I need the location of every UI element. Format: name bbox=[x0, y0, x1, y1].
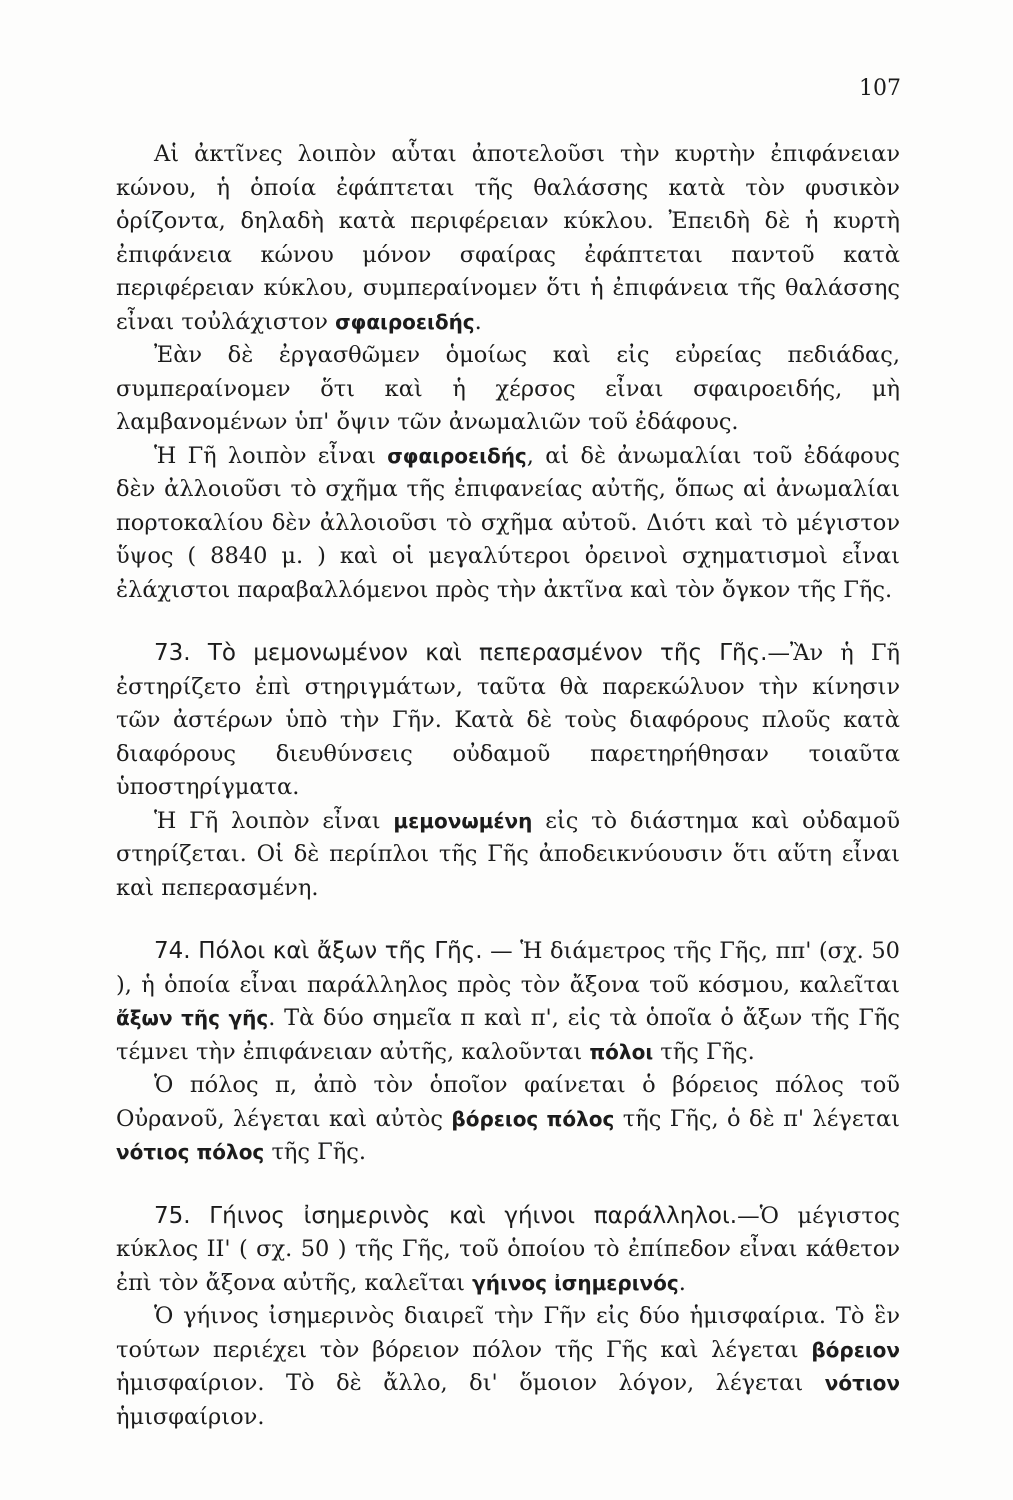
text-span: ἡμισφαίριον. bbox=[116, 1403, 265, 1430]
paragraph-north-south-poles bbox=[116, 1069, 900, 1170]
term-poles: πόλοι bbox=[589, 1039, 654, 1064]
text-span: Ἐὰν δὲ ἐργασθῶμεν ὁμοίως καὶ εἰς εὐρείας πεδιάδας, συμπεραίνομεν ὅτι καὶ ἡ χέρσος εἶναι σφαιροειδής, μὴ λαμβανομένων ὑπ' ὄψιν τῶν ἀνωμαλιῶν τοῦ ἐδάφους. bbox=[116, 342, 900, 435]
page-number: 107 bbox=[859, 76, 901, 101]
text-span: τῆς Γῆς. bbox=[653, 1038, 755, 1065]
text-span: —Ὁ μέγιστος κύκλος ΙΙ' ( σχ. 50 ) τῆς Γῆς, τοῦ ὁποίου τὸ ἐπίπεδον εἶναι κάθετον ἐπὶ τὸν ἄξονα αὐτῆς, καλεῖται bbox=[116, 1202, 900, 1296]
term-north-pole: βόρειος πόλος bbox=[451, 1106, 615, 1131]
text-span: — Ἡ διάμετρος τῆς Γῆς, ππ' (σχ. 50 ), ἡ ὁποία εἶναι παράλληλος πρὸς τὸν ἄξονα τοῦ κόσμου, καλεῖται bbox=[116, 938, 900, 998]
section-74 bbox=[116, 935, 900, 1069]
section-heading: 74. Πόλοι καὶ ἄξων τῆς Γῆς. bbox=[154, 938, 483, 964]
section-75 bbox=[116, 1200, 900, 1301]
text-span: ἡμισφαίριον. Τὸ δὲ ἄλλο, δι' ὅμοιον λόγον, λέγεται bbox=[116, 1370, 825, 1396]
text-span: . bbox=[474, 308, 482, 335]
text-span: τῆς Γῆς. bbox=[264, 1139, 366, 1165]
term-spheroidal: σφαιροειδής bbox=[387, 443, 527, 468]
paragraph-hemispheres bbox=[116, 1300, 900, 1434]
text-span: , αἱ δὲ ἀνωμαλίαι τοῦ ἐδάφους δὲν ἀλλοιοῦσι τὸ σχῆμα τῆς ἐπιφανείας αὐτῆς, ὅπως αἱ ἀνωμαλίαι πορτοκαλίου δὲν ἀλλοιοῦσι τὸ σχῆμα αὐτοῦ. Διότι καὶ τὸ μέγιστον ὕψος ( 8840 μ. ) καὶ οἱ μεγαλύτεροι ὀρεινοὶ σχηματισμοὶ εἶναι ἐλάχιστοι παραβαλλόμενοι πρὸς τὴν ἀκτῖνα καὶ τὸν ὄγκον τῆς Γῆς. bbox=[116, 442, 901, 603]
text-span: Ἡ Γῆ λοιπὸν εἶναι bbox=[154, 807, 394, 834]
term-south-pole: νότιος πόλος bbox=[116, 1140, 265, 1164]
section-heading: 73. Τὸ μεμονωμένον καὶ πεπερασμένον τῆς Γῆς. bbox=[154, 640, 768, 666]
body-text bbox=[116, 138, 900, 1434]
term-northern: βόρειον bbox=[811, 1337, 900, 1362]
term-earth-axis: ἄξων τῆς γῆς bbox=[116, 1006, 269, 1030]
paragraph-earth-spheroidal bbox=[116, 440, 900, 608]
text-span: Ὁ πόλος π, ἀπὸ τὸν ὁποῖον φαίνεται ὁ βόρειος πόλος τοῦ Οὐρανοῦ, λέγεται καὶ αὐτὸς bbox=[116, 1072, 900, 1132]
paragraph-plains bbox=[116, 339, 900, 440]
term-equator: γήινος ἰσημερινός bbox=[472, 1270, 679, 1295]
text-span: Ὁ γήινος ἰσημερινὸς διαιρεῖ τὴν Γῆν εἰς δύο ἡμισφαίρια. Τὸ ἓν τούτων περιέχει τὸν βόρειον πόλον τῆς Γῆς καὶ λέγεται bbox=[116, 1303, 900, 1363]
text-span: . bbox=[678, 1269, 686, 1296]
text-span: —Ἂν ἡ Γῆ ἐστηρίζετο ἐπὶ στηριγμάτων, ταῦτα θὰ παρεκώλυον τὴν κίνησιν τῶν ἀστέρων ὑπὸ τὴν Γῆν. Κατὰ δὲ τοὺς διαφόρους πλοῦς κατὰ διαφόρους διευθύνσεις οὐδαμοῦ παρετηρήθησαν τοιαῦτα ὑποστηρίγματα. bbox=[116, 640, 900, 800]
term-southern: νότιον bbox=[824, 1371, 900, 1395]
text-span: Ἡ Γῆ λοιπὸν εἶναι bbox=[154, 442, 388, 469]
term-spheroidal: σφαιροειδής bbox=[335, 309, 475, 334]
section-73 bbox=[116, 637, 900, 805]
section-heading: 75. Γήινος ἰσημερινὸς καὶ γήινοι παράλληλοι. bbox=[154, 1202, 738, 1229]
paragraph-isolated bbox=[116, 805, 900, 906]
text-span: Αἱ ἀκτῖνες λοιπὸν αὗται ἀποτελοῦσι τὴν κυρτὴν ἐπιφάνειαν κώνου, ἡ ὁποία ἐφάπτεται τῆς θαλάσσης κατὰ τὸν φυσικὸν ὁρίζοντα, δηλαδὴ κατὰ περιφέρειαν κύκλου. Ἐπειδὴ δὲ ἡ κυρτὴ ἐπιφάνεια κώνου μόνον σφαίρας ἐφάπτεται παντοῦ κατὰ περιφέρειαν κύκλου, συμπεραίνομεν ὅτι ἡ ἐπιφάνεια τῆς θαλάσσης εἶναι τοὐλάχιστον bbox=[116, 141, 900, 335]
text-span: τῆς Γῆς, ὁ δὲ π' λέγεται bbox=[614, 1105, 900, 1132]
paragraph-cone-surface bbox=[116, 138, 900, 339]
term-isolated: μεμονωμένη bbox=[393, 808, 533, 833]
text-span: . Τὰ δύο σημεῖα π καὶ π', εἰς τὰ ὁποῖα ὁ ἄξων τῆς Γῆς τέμνει τὴν ἐπιφάνειαν αὐτῆς, καλοῦνται bbox=[116, 1005, 901, 1065]
text-span: εἰς τὸ διάστημα καὶ οὐδαμοῦ στηρίζεται. Οἱ δὲ περίπλοι τῆς Γῆς ἀποδεικνύουσιν ὅτι αὕτη εἶναι καὶ πεπερασμένη. bbox=[116, 807, 900, 901]
